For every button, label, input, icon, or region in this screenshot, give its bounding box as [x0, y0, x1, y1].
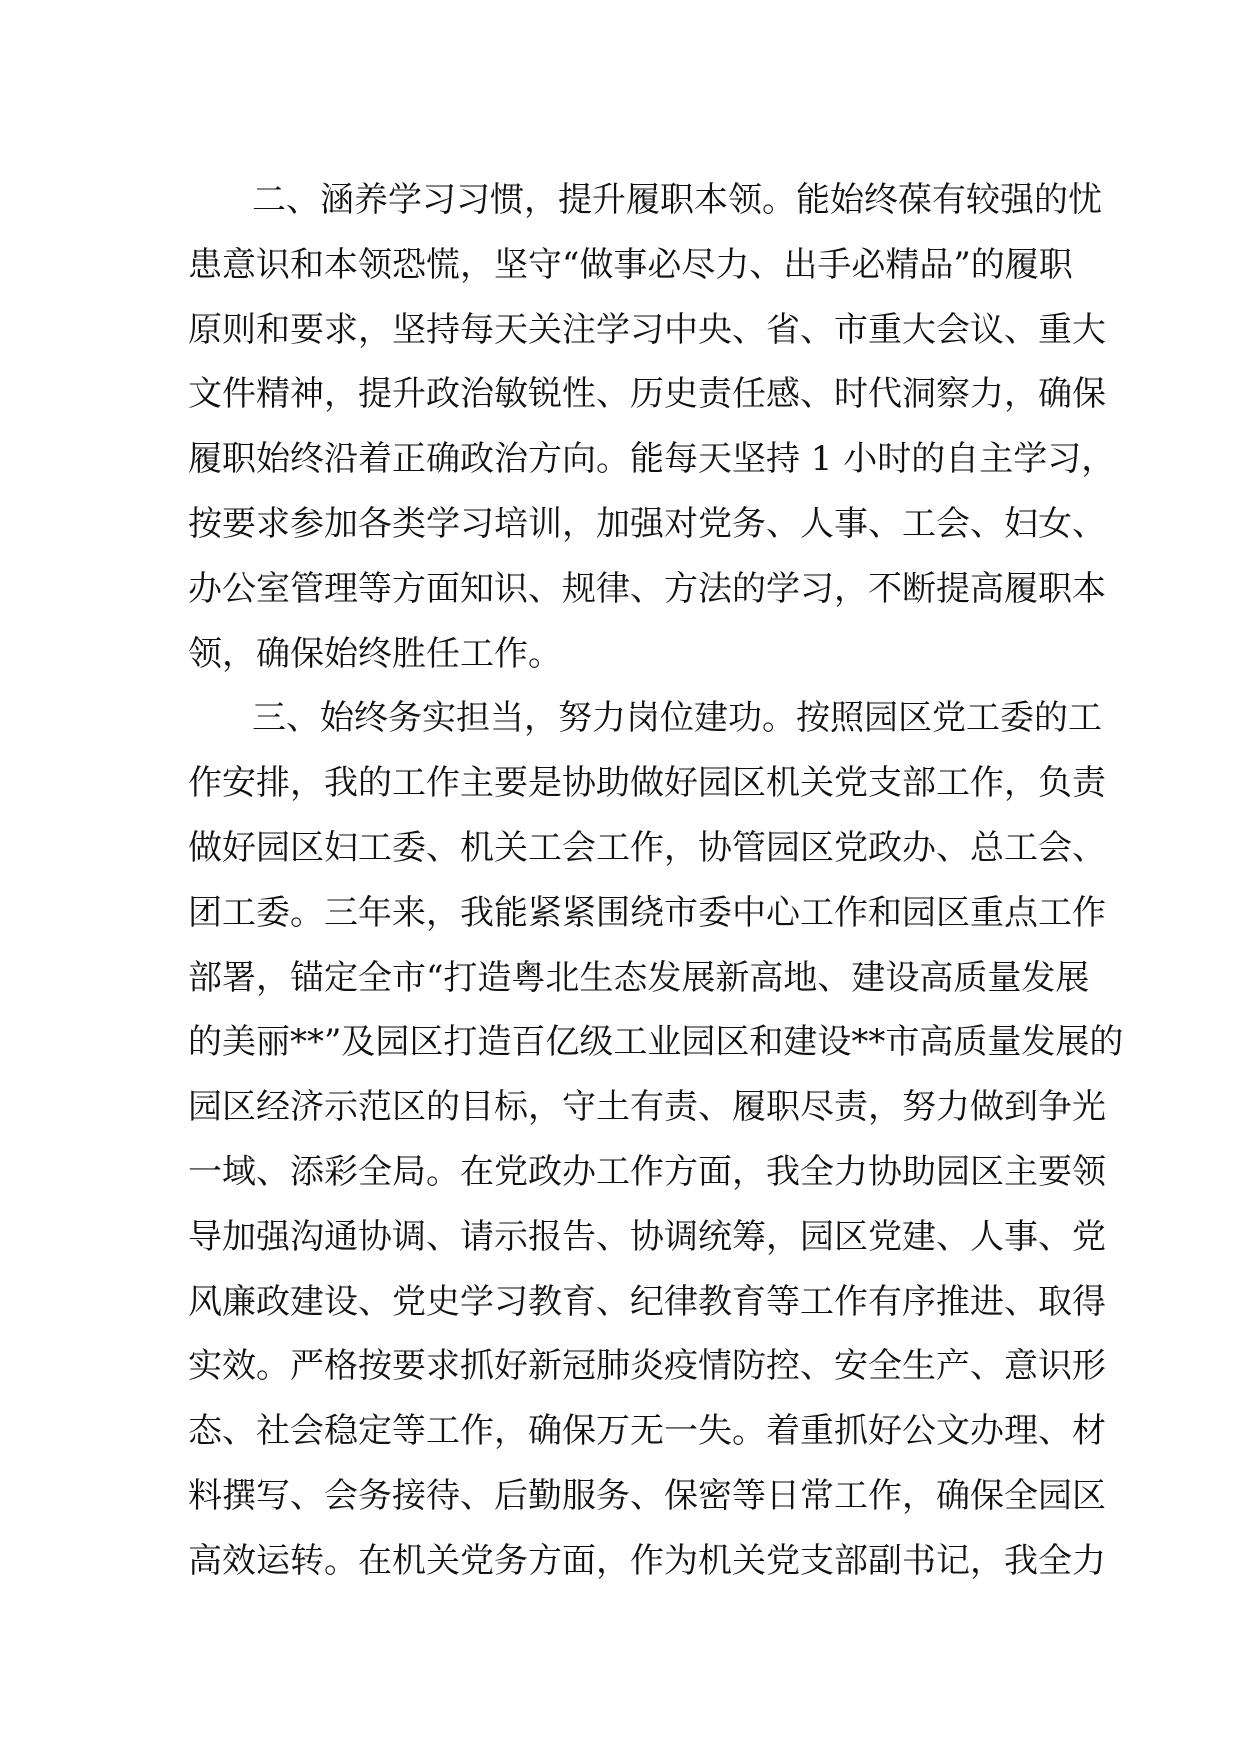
paragraph-2-line-6: 按要求参加各类学习培训，加强对党务、人事、工会、妇女、	[188, 503, 1106, 544]
paragraph-3-line-7: 园区经济示范区的目标，守土有责、履职尽责，努力做到争光	[188, 1087, 1106, 1128]
paragraph-3-line-13: 料撰写、会务接待、后勤服务、保密等日常工作，确保全园区	[188, 1475, 1106, 1516]
paragraph-2-line-5: 履职始终沿着正确政治方向。能每天坚持 1 小时的自主学习，	[188, 439, 1116, 480]
paragraph-3-line-4: 团工委。三年来，我能紧紧围绕市委中心工作和园区重点工作	[188, 892, 1106, 933]
paragraph-3-line-5: 部署，锚定全市“打造粤北生态发展新高地、建设高质量发展	[188, 957, 1090, 998]
paragraph-3-line-12: 态、社会稳定等工作，确保万无一失。着重抓好公文办理、材	[188, 1411, 1106, 1452]
paragraph-3-line-3: 做好园区妇工委、机关工会工作，协管园区党政办、总工会、	[188, 827, 1106, 868]
paragraph-2-line-7: 办公室管理等方面知识、规律、方法的学习，不断提高履职本	[188, 568, 1106, 609]
paragraph-2-line-4: 文件精神，提升政治敏锐性、历史责任感、时代洞察力，确保	[188, 374, 1106, 415]
paragraph-3-line-9: 导加强沟通协调、请示报告、协调统筹，园区党建、人事、党	[188, 1216, 1106, 1257]
paragraph-2-line-8: 领，确保始终胜任工作。	[188, 633, 562, 674]
paragraph-2-line-1: 二、涵养学习习惯，提升履职本领。能始终葆有较强的忧	[252, 180, 1102, 220]
paragraph-3-line-6: 的美丽**”及园区打造百亿级工业园区和建设**市高质量发展的	[188, 1022, 1124, 1063]
paragraph-2-line-3: 原则和要求，坚持每天关注学习中央、省、市重大会议、重大	[188, 309, 1106, 350]
paragraph-2-line-2: 患意识和本领恐慌，坚守“做事必尽力、出手必精品”的履职	[188, 244, 1073, 285]
paragraph-3-line-2: 作安排，我的工作主要是协助做好园区机关党支部工作，负责	[188, 763, 1106, 804]
paragraph-3-line-14: 高效运转。在机关党务方面，作为机关党支部副书记，我全力	[188, 1540, 1106, 1581]
paragraph-3-line-1: 三、始终务实担当，努力岗位建功。按照园区党工委的工	[252, 698, 1102, 739]
document-body	[188, 168, 1124, 1594]
paragraph-3-line-10: 风廉政建设、党史学习教育、纪律教育等工作有序推进、取得	[188, 1281, 1106, 1322]
paragraph-3-line-11: 实效。严格按要求抓好新冠肺炎疫情防控、安全生产、意识形	[188, 1346, 1106, 1387]
paragraph-3-line-8: 一域、添彩全局。在党政办工作方面，我全力协助园区主要领	[188, 1151, 1106, 1192]
